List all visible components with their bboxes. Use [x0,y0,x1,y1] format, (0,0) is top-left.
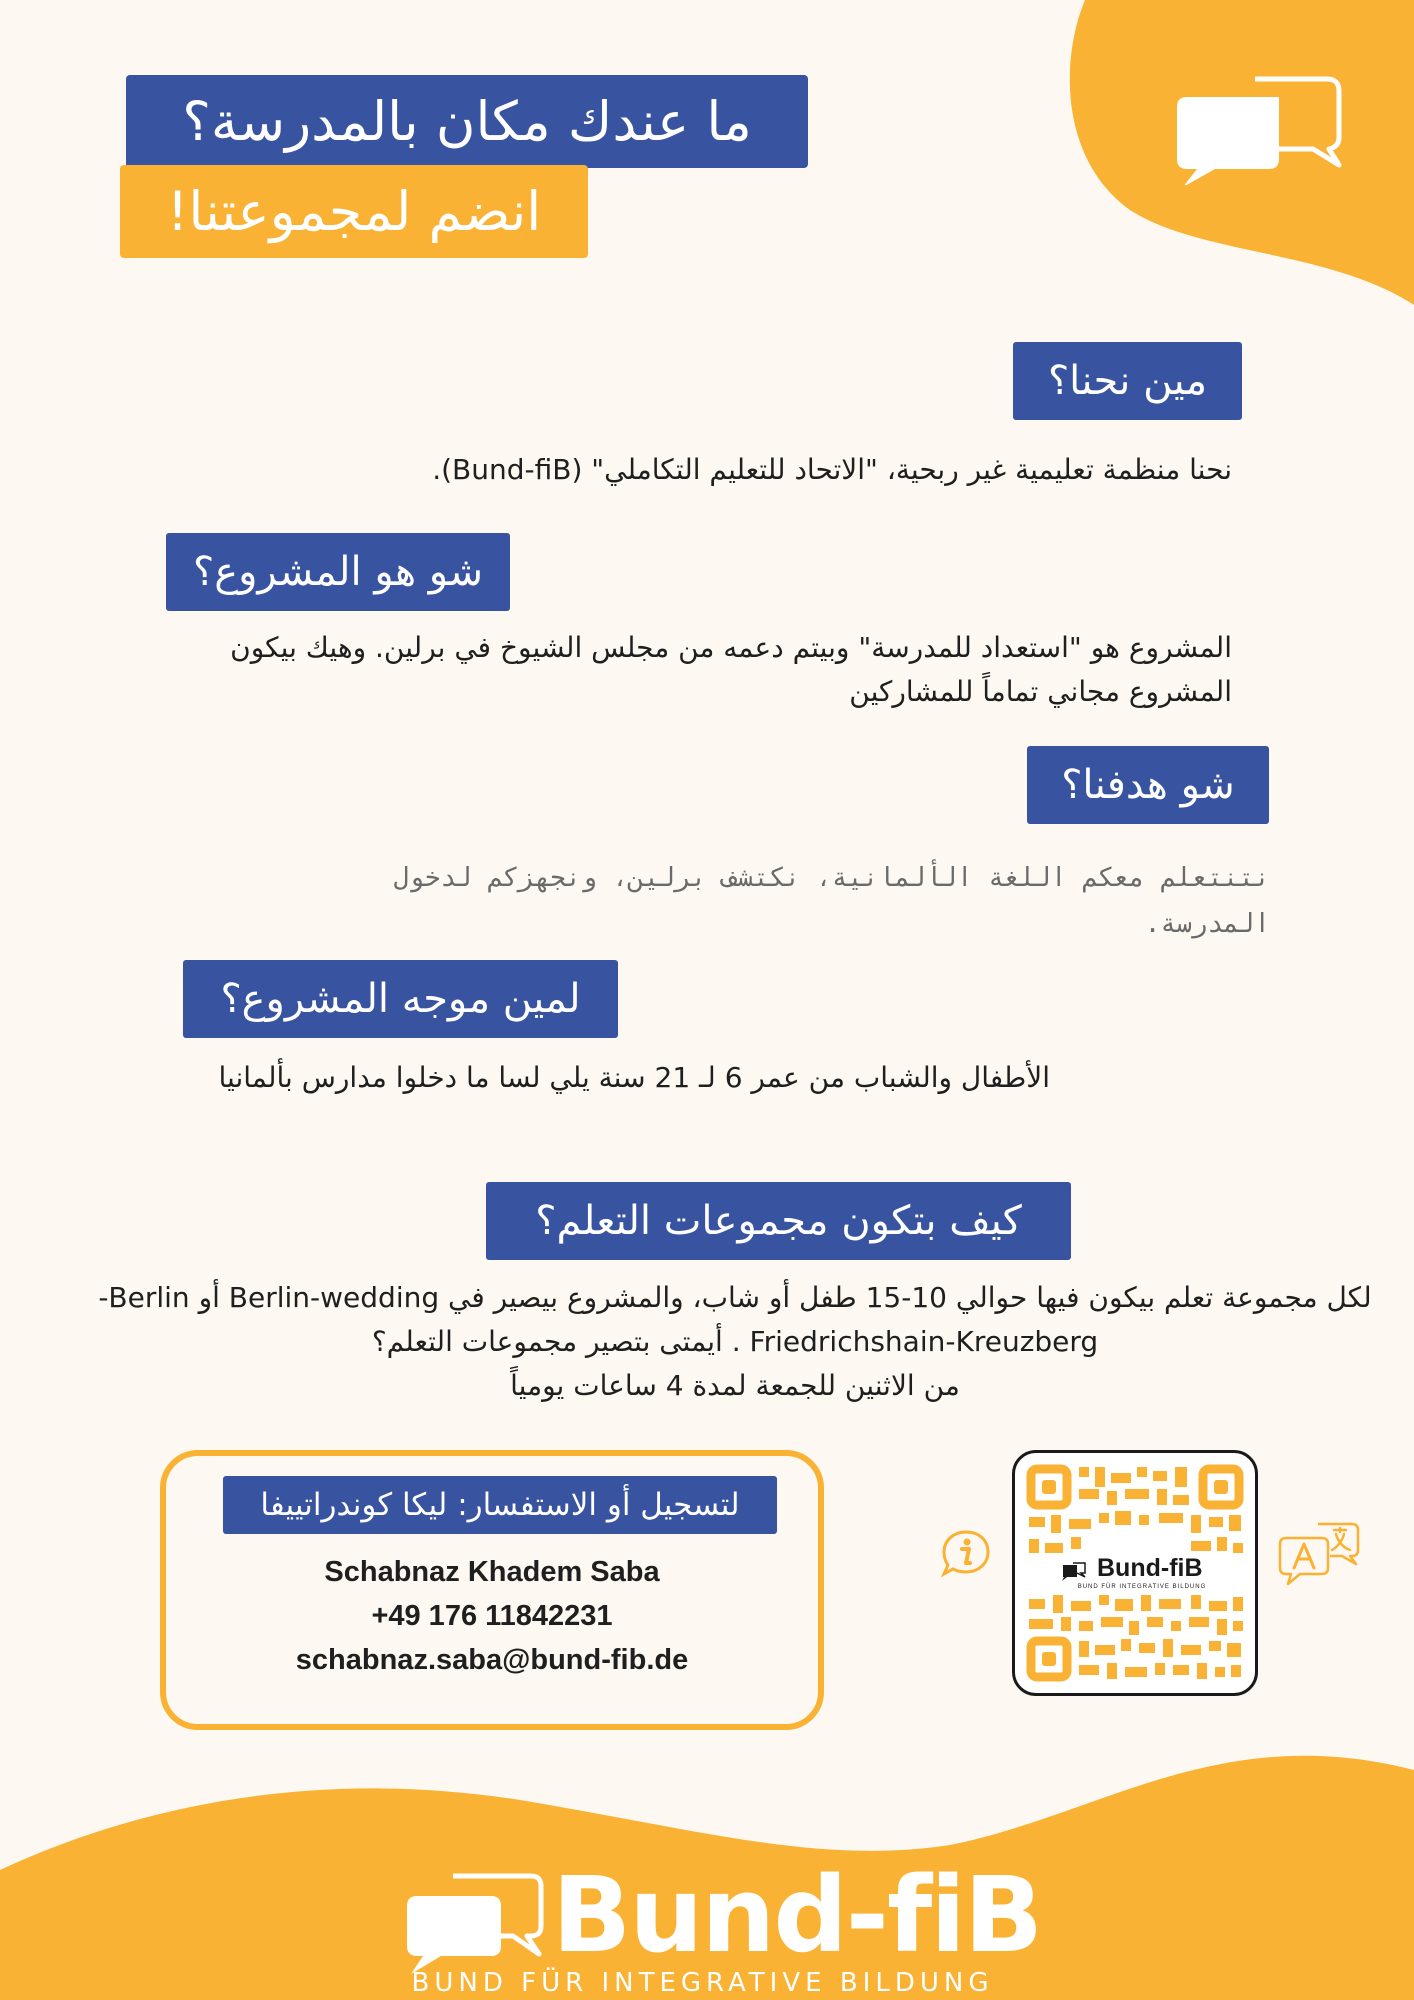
footer-tagline: BUND FÜR INTEGRATIVE BILDUNG [411,1968,994,1998]
info-icon [940,1528,992,1578]
contact-email[interactable]: schabnaz.saba@bund-fib.de [295,1644,689,1676]
footer-brand: Bund-fiB [552,1854,1042,1976]
goal-heading: شو هدفنا؟ [1027,746,1269,824]
groups-line-2: Friedrichshain-Kreuzberg . أيمتى بتصير مجموعات التعلم؟ [371,1325,1099,1358]
footer-chat-icon [405,1870,545,1976]
project-heading: شو هو المشروع؟ [166,533,510,611]
contact-label: لتسجيل أو الاستفسار: ليكا كوندراتييفا [223,1476,777,1534]
groups-line-3: من الاثنين للجمعة لمدة 4 ساعات يومياً [510,1369,960,1402]
groups-text [60,1276,1410,1408]
who-text: نحنا منظمة تعليمية غير ربحية، "الاتحاد للتعليم التكاملي" (Bund-fiB). [432,453,1232,486]
goal-text: نتنتعلم معكم اللغة الألمانية، نكتشف برلين، ونجهزكم لدخول المدرسة. [393,863,1270,939]
project-text: المشروع هو "استعداد للمدرسة" وبيتم دعمه من مجلس الشيوخ في برلين. وهيك بيكون المشروع مجاني تماماً للمشاركين [230,631,1232,708]
who-heading: مين نحنا؟ [1013,342,1242,420]
translate-icon [1278,1520,1362,1586]
contact-name: Schabnaz Khadem Saba [324,1556,660,1588]
qr-logo-text: Bund-fiB [1097,1554,1203,1582]
contact-phone[interactable]: +49 176 11842231 [371,1600,613,1632]
contact-card [160,1450,824,1730]
audience-text: الأطفال والشباب من عمر 6 لـ 21 سنة يلي لسا ما دخلوا مدارس بألمانيا [218,1061,1050,1094]
groups-line-1: لكل مجموعة تعلم بيكون فيها حوالي 10-15 طفل أو شاب، والمشروع بيصير في Berlin-wedding أو Berlin- [98,1281,1372,1314]
audience-heading: لمين موجه المشروع؟ [183,960,618,1038]
header-question: ما عندك مكان بالمدرسة؟ [126,75,808,168]
groups-heading: كيف بتكون مجموعات التعلم؟ [486,1182,1071,1260]
chat-bubbles-icon [1175,75,1345,185]
qr-logo-subtext: BUND FÜR INTEGRATIVE BILDUNG [1077,1584,1207,1590]
header-call-to-action: انضم لمجموعتنا! [120,165,588,258]
qr-card[interactable] [1012,1450,1258,1696]
